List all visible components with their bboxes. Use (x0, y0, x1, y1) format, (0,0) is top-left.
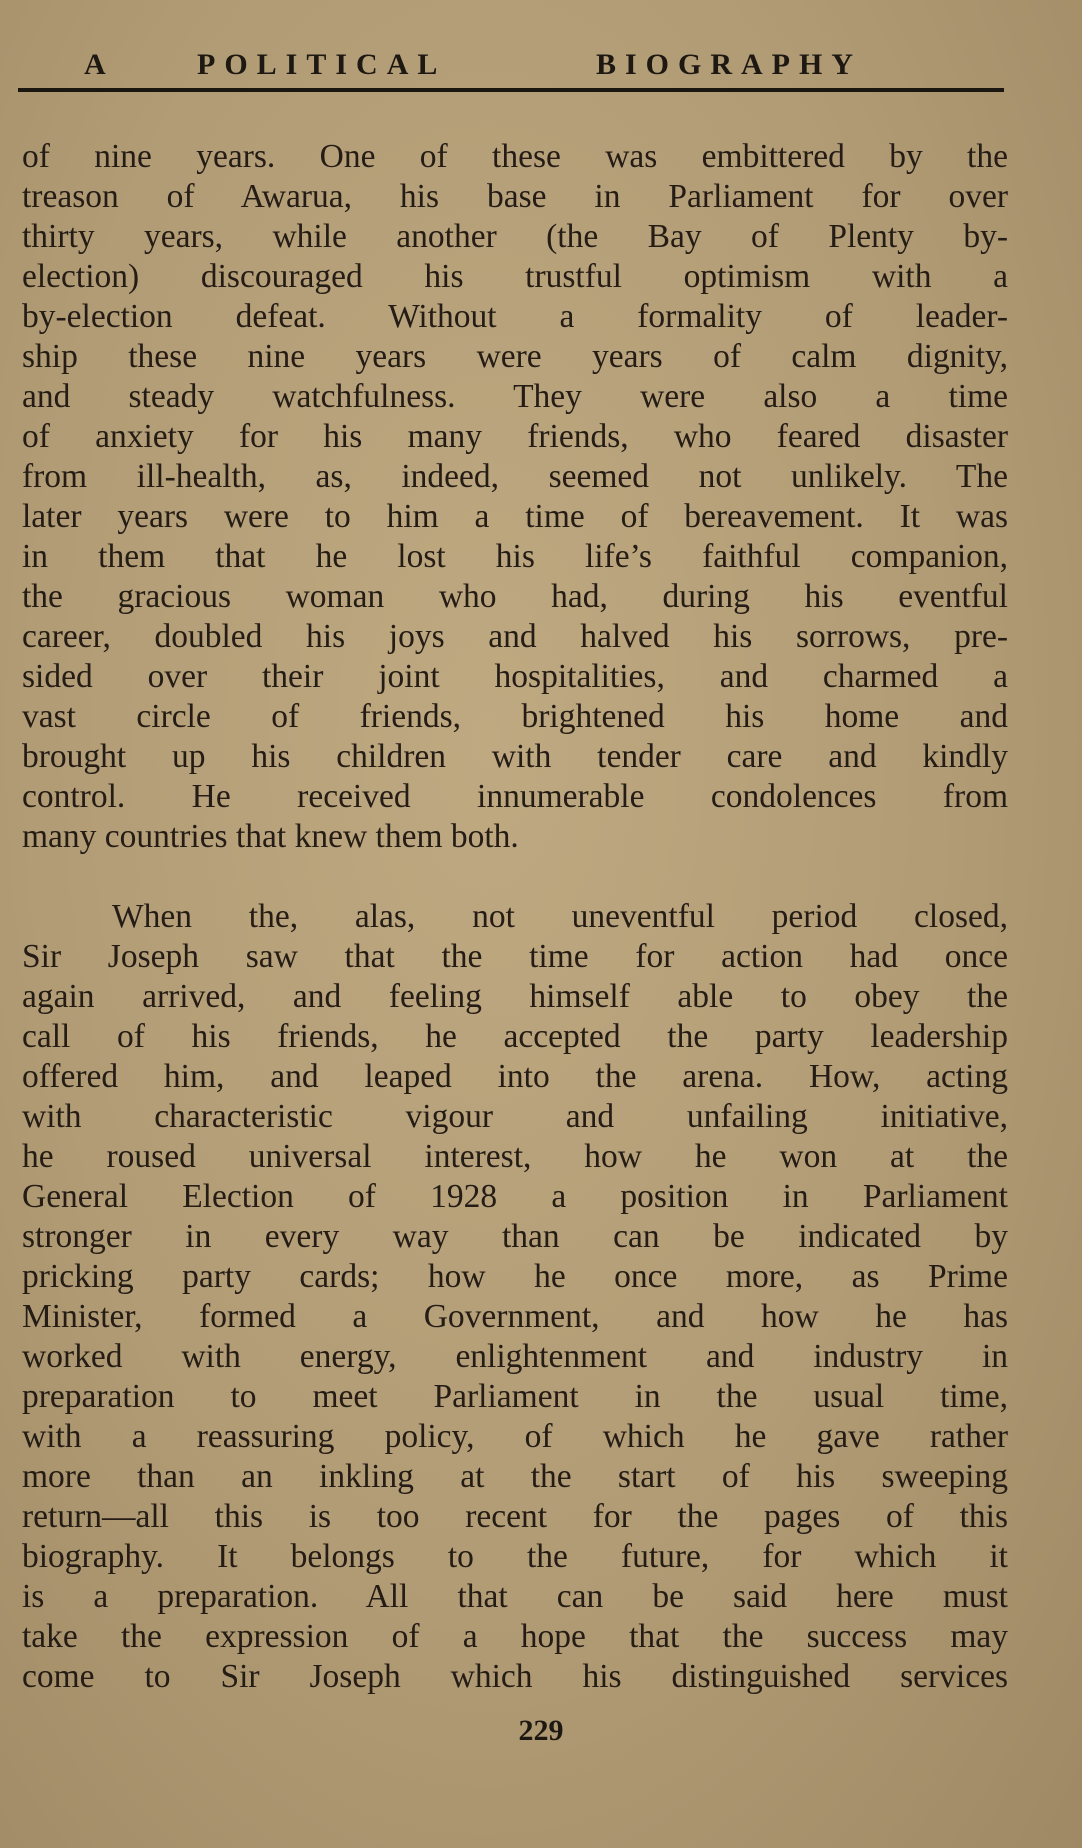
text-line: take the expression of a hope that the success may (22, 1618, 1008, 1655)
text-line: brought up his children with tender care and kindly (22, 738, 1008, 775)
page-number: 229 (518, 1714, 564, 1747)
header-rule (18, 88, 1004, 92)
text-line: of nine years. One of these was embittered by the (22, 138, 1008, 175)
text-line: in them that he lost his life’s faithful companion, (22, 538, 1008, 575)
text-line: When the, alas, not uneventful period closed, (112, 898, 1008, 935)
text-line: pricking party cards; how he once more, as Prime (22, 1258, 1008, 1295)
running-head-word-political: POLITICAL (197, 48, 447, 81)
text-line: later years were to him a time of bereavement. It was (22, 498, 1008, 535)
paragraph-1 (22, 137, 1008, 857)
paragraph-2 (22, 897, 1008, 1697)
text-line: the gracious woman who had, during his eventful (22, 578, 1008, 615)
text-line: is a preparation. All that can be said here must (22, 1578, 1008, 1615)
text-line: vast circle of friends, brightened his home and (22, 698, 1008, 735)
text-line: many countries that knew them both. (22, 818, 519, 855)
text-line: Sir Joseph saw that the time for action had once (22, 938, 1008, 975)
text-line: General Election of 1928 a position in Parliament (22, 1178, 1008, 1215)
text-line: preparation to meet Parliament in the usual time, (22, 1378, 1008, 1415)
running-head-word-biography: BIOGRAPHY (596, 48, 863, 81)
text-line: worked with energy, enlightenment and industry in (22, 1338, 1008, 1375)
text-line: and steady watchfulness. They were also a time (22, 378, 1008, 415)
text-line: career, doubled his joys and halved his sorrows, pre- (22, 618, 1008, 655)
text-line: sided over their joint hospitalities, and charmed a (22, 658, 1008, 695)
text-line: by-election defeat. Without a formality of leader- (22, 298, 1008, 335)
text-line: with a reassuring policy, of which he gave rather (22, 1418, 1008, 1455)
body-text (22, 137, 1008, 1697)
text-line: treason of Awarua, his base in Parliament for over (22, 178, 1008, 215)
text-line: again arrived, and feeling himself able to obey the (22, 978, 1008, 1015)
text-line: offered him, and leaped into the arena. How, acting (22, 1058, 1008, 1095)
text-line: election) discouraged his trustful optimism with a (22, 258, 1008, 295)
text-line: Minister, formed a Government, and how he has (22, 1298, 1008, 1335)
text-line: ship these nine years were years of calm dignity, (22, 338, 1008, 375)
text-line: more than an inkling at the start of his sweeping (22, 1458, 1008, 1495)
text-line: control. He received innumerable condolences from (22, 778, 1008, 815)
text-line: stronger in every way than can be indicated by (22, 1218, 1008, 1255)
text-line: return—all this is too recent for the pages of this (22, 1498, 1008, 1535)
text-line: thirty years, while another (the Bay of Plenty by- (22, 218, 1008, 255)
text-line: come to Sir Joseph which his distinguished services (22, 1658, 1008, 1695)
text-line: from ill-health, as, indeed, seemed not unlikely. The (22, 458, 1008, 495)
text-line: biography. It belongs to the future, for which it (22, 1538, 1008, 1575)
text-line: call of his friends, he accepted the party leadership (22, 1018, 1008, 1055)
text-line: with characteristic vigour and unfailing initiative, (22, 1098, 1008, 1135)
text-line: he roused universal interest, how he won at the (22, 1138, 1008, 1175)
text-line: of anxiety for his many friends, who feared disaster (22, 418, 1008, 455)
running-head-article: A (84, 48, 115, 81)
